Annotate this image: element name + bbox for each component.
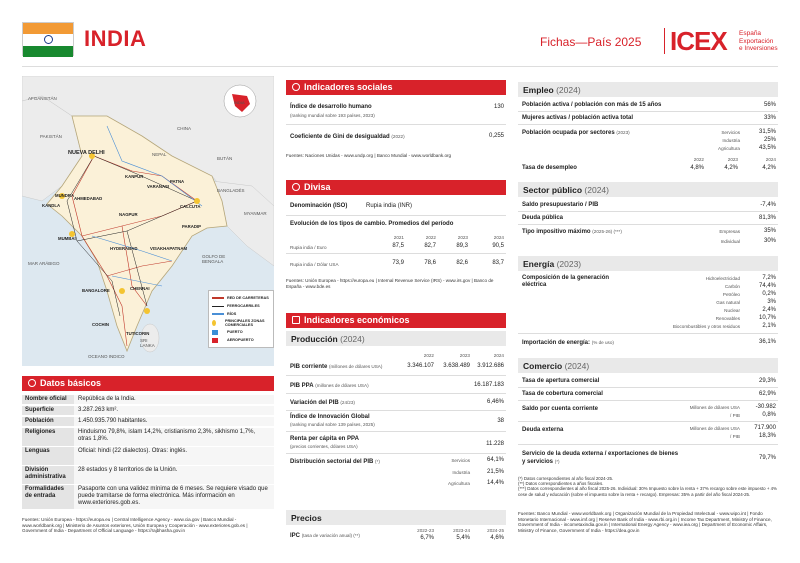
energia-header: Energía (2023) [518, 256, 778, 271]
sector-value: 43,5% [758, 145, 776, 151]
city-kandla: KANDLA [42, 203, 61, 208]
ipc-value: 6,7% [420, 535, 434, 541]
map-label-inset-india: INDIA [234, 100, 245, 105]
table-row: Religiones Hinduismo 79,8%, islam 14,2%, cristianismo 2,3%, sikhismo 1,7%, otras 1,8%. [22, 428, 274, 446]
city-varanasi: VARANASI [147, 184, 170, 189]
sector-label: Servicios [451, 458, 470, 463]
desempleo-label: Tasa de desempleo [522, 165, 577, 171]
energy-source: Hidroelectricidad [705, 276, 740, 281]
servicio-deuda-row: Servicio de la deuda externa / exportaciones de bienes y servicios (*) [522, 451, 679, 465]
table-row: Población 1.450.935.790 habitantes. [22, 417, 274, 426]
ocupada-row: Población ocupada por sectores (2023) [522, 130, 630, 136]
table-row: Superficie 3.287.263 km². [22, 406, 274, 415]
divider [286, 393, 506, 394]
denominacion-value: Rupia india (INR) [366, 203, 413, 209]
publico-label: Saldo presupuestario / PIB [522, 202, 599, 208]
tipo-impositivo-row: Tipo impositivo máximo (2025-26) (***) [522, 229, 622, 235]
map-label-nepal: NEPAL [152, 152, 167, 157]
map-label-china: CHINA [177, 126, 192, 131]
sector-value: 21,5% [486, 469, 504, 475]
coins-icon [292, 183, 300, 191]
pib-row: PIB corriente (millones de dólares USA) [290, 364, 383, 370]
divider [518, 224, 778, 225]
publico-value: -7,4% [760, 202, 776, 208]
year-header: 2024 [765, 157, 776, 162]
divider [518, 211, 778, 212]
comercio-value: 79,7% [758, 455, 776, 461]
divider [286, 253, 506, 254]
series-label: Fichas—País 2025 [540, 35, 642, 49]
map-label-afganistan: AFGANISTÁN [28, 96, 57, 101]
publico-value: 81,3% [758, 215, 776, 221]
innovacion-note: (ranking mundial sobre 139 países, 2025) [290, 422, 375, 427]
icex-logo: ICEX [670, 26, 727, 56]
innovacion-label: Índice de Innovación Global [290, 414, 370, 420]
divider [286, 375, 506, 376]
city-kanpur: KANPUR [125, 174, 144, 179]
target-icon [28, 379, 36, 387]
year-header: 2021 [393, 235, 404, 240]
map-label-oceano: OCEANO INDICO [88, 354, 125, 359]
divider [286, 124, 506, 125]
city-cochin: COCHIN [92, 322, 109, 327]
divider [518, 387, 778, 388]
sector-label: Servicios [721, 130, 740, 135]
importacion-row: Importación de energía: (% de uso) [522, 340, 614, 346]
divider [286, 410, 506, 411]
india-flag [22, 22, 74, 56]
divider [518, 400, 778, 401]
pib-value: 3.346.107 [407, 363, 434, 369]
city-visakhapatnam: VISAKHAPATNAM [150, 246, 188, 251]
denominacion-label: Denominación (ISO) [290, 203, 348, 209]
idh-value: 130 [493, 104, 504, 110]
divider [518, 444, 778, 445]
rate-value: 87,5 [392, 243, 404, 249]
comercio-label: Tasa de cobertura comercial [522, 391, 603, 397]
rate-value: 83,7 [492, 260, 504, 266]
empleo-value: 56% [763, 102, 776, 108]
year-header: 2022-23 [417, 528, 434, 533]
bar-chart-icon [292, 316, 300, 324]
publico-label: Deuda pública [522, 215, 564, 221]
unit-label: Millones de dólares USA [689, 426, 740, 431]
comercio-sources: Fuentes: Banco Mundial - www.worldbank.org | Organización Mundial de la Propiedad Intelectual - www.wipo.int | Fondo Monetario Internacional - www.imf.org | Reserve Bank of India - www.rbi.org.in | Income Tax Department, Ministry of Finance, Government of India - incometaxindia.gov.in | International Energy Agency - www.iea.org | Department of Economic Affairs, Ministry of Finance, Government of India - https://dea.gov.in [518, 511, 772, 533]
datos-basicos-sources: Fuentes: Unión Europea - https://europa.eu | Central Intelligence Agency - www.cia.gov | Banco Mundial - www.worldbank.org | Ministerio de Asuntos exteriores, Unión Europea y Cooperación - www.exteriores.gob.es | Government of India - Department of Official Language - https://rajbhasha.gov.in [22, 517, 248, 534]
map-label-sri-lanka: SRI LANKA [140, 338, 155, 348]
year-header: 2024 [493, 235, 504, 240]
port-icon [212, 330, 218, 335]
innovacion-value: 38 [497, 418, 504, 424]
unit-label: / PIB [730, 434, 740, 439]
idh-label: Índice de desarrollo humano [290, 104, 372, 110]
comercio-value: 62,9% [758, 391, 776, 397]
ipc-value: 5,4% [456, 535, 470, 541]
desempleo-value: 4,2% [724, 165, 738, 171]
empleo-label: Mujeres activas / población activa total [522, 115, 634, 121]
city-ahmedabad: AHMEDABAD [74, 196, 103, 201]
city-calcuta: CALCUTA [180, 204, 201, 209]
divider [286, 431, 506, 432]
comercio-value: 717.900 [754, 425, 776, 431]
city-tuticorin: TUTICORIN [126, 331, 150, 336]
energy-source: Biocombustibles y otros residuos [672, 324, 740, 329]
city-hyderabad: HYDERABAD [110, 246, 138, 251]
comercio-label: Deuda externa [522, 427, 564, 433]
year-header: 2022 [693, 157, 704, 162]
rate-label: Rupia india / Dólar USA [290, 262, 339, 267]
map-label-pakistan: PAKISTÁN [40, 134, 62, 139]
city-mundra: MUNDRA [55, 193, 75, 198]
table-row: Nombre oficial República de la India. [22, 395, 274, 404]
rate-value: 73,9 [392, 260, 404, 266]
energy-value: 10,7% [758, 315, 776, 321]
gini-row: Coeficiente de Gini de desigualdad (2022) [290, 134, 405, 140]
renta-note: (precios corrientes, dólares USA) [290, 444, 358, 449]
map-label-mar-arabigo: MAR ARÁBIGO [28, 261, 60, 266]
energy-value: 74,4% [758, 283, 776, 289]
energy-source: Carbón [724, 284, 740, 289]
sector-label: Industria [722, 138, 740, 143]
person-icon [292, 83, 300, 91]
divider [518, 124, 778, 125]
map-label-myanmar: MYANMAR [244, 211, 267, 216]
rate-value: 82,7 [424, 243, 436, 249]
sector-label: Agricultura [448, 481, 470, 486]
importacion-value: 36,1% [758, 339, 776, 345]
divider [286, 453, 506, 454]
composicion-label: Composición de la generación eléctrica [522, 275, 610, 288]
renta-value: 11.228 [486, 441, 504, 447]
comercio-value: 18,3% [758, 433, 776, 439]
ipc-value: 4,6% [490, 535, 504, 541]
precios-header: Precios [286, 510, 506, 525]
empleo-label: Población activa / población con más de 15 años [522, 102, 662, 108]
city-nagpur: NAGPUR [119, 212, 138, 217]
pib-value: 3.638.489 [443, 363, 470, 369]
sector-value: 31,5% [758, 129, 776, 135]
city-chennai: CHENNAI [130, 286, 150, 291]
header-rule [22, 66, 778, 67]
variacion-value: 6,46% [486, 399, 504, 405]
energy-value: 2,1% [762, 323, 776, 329]
comercio-label: Saldo por cuenta corriente [522, 406, 599, 412]
tax-label: Individual [720, 239, 740, 244]
unit-label: / PIB [730, 413, 740, 418]
comercio-value: 0,8% [762, 412, 776, 418]
unit-label: Millones de dólares USA [689, 405, 740, 410]
city-paradip: PARADIP [182, 224, 202, 229]
gini-value: 0,255 [488, 133, 504, 139]
rate-value: 82,6 [456, 260, 468, 266]
year-header: 2022 [425, 235, 436, 240]
ipc-row: IPC (tasa de variación anual) (**) [290, 533, 360, 539]
rate-value: 78,6 [424, 260, 436, 266]
comercio-value: 29,3% [758, 378, 776, 384]
year-header: 2023 [459, 353, 470, 358]
sector-label: Industria [452, 470, 470, 475]
year-header: 2022 [423, 353, 434, 358]
idh-note: (ranking mundial sobre 193 países, 2023) [290, 113, 375, 118]
datos-basicos-header: Datos básicos [22, 376, 274, 391]
year-header: 2023 [457, 235, 468, 240]
table-row: Lenguas Oficial: hindi (22 dialectos). Otras: inglés. [22, 447, 274, 465]
airport-icon [212, 338, 218, 343]
energy-value: 7,2% [762, 275, 776, 281]
header-divider [664, 28, 665, 54]
produccion-header: Producción (2024) [286, 331, 506, 346]
map-legend: RED DE CARRETERAS FERROCARRILES RÍOS PRINCIPALES ZONAS COMERCIALES PUERTO AEROPUERTO [208, 290, 274, 348]
publico-header: Sector público (2024) [518, 182, 778, 197]
evolucion-label: Evolución de los tipos de cambio. Promedios del período [290, 221, 454, 227]
desempleo-value: 4,2% [762, 165, 776, 171]
table-row: División administrativa 28 estados y 8 territorios de la Unión. [22, 466, 274, 484]
ashoka-chakra-icon [44, 35, 53, 44]
year-header: 2023 [727, 157, 738, 162]
ppa-value: 16.187.183 [473, 382, 504, 388]
map-label-golfo: GOLFO DE BENGALA [202, 254, 226, 264]
desempleo-value: 4,8% [690, 165, 704, 171]
energy-value: 0,2% [762, 291, 776, 297]
table-row: Formalidades de entrada Pasaporte con una validez mínima de 6 meses. Se requiere visado que puede tramitarse de forma electrónica. Más información en www.exteriores.gob.es. [22, 485, 274, 509]
divisa-sources: Fuentes: Unión Europea - https://europa.eu | Internal Revenue Service (IRS) - www.irs.gov | Banco de España - www.bde.es [286, 278, 494, 289]
sectorial-row: Distribución sectorial del PIB (*) [290, 459, 380, 465]
page-title: INDIA [84, 26, 147, 51]
empleo-header: Empleo (2024) [518, 82, 778, 97]
sociales-sources: Fuentes: Naciones Unidas - www.undp.org | Banco Mundial - www.worldbank.org [286, 153, 452, 158]
comercio-header: Comercio (2024) [518, 358, 778, 373]
divisa-header: Divisa [286, 180, 506, 195]
pib-value: 3.912.686 [477, 363, 504, 369]
divider [286, 215, 506, 216]
economicos-header: Indicadores económicos [286, 313, 506, 328]
energy-value: 3% [767, 299, 776, 305]
city-nueva-delhi: NUEVA DELHI [68, 150, 105, 156]
sector-value: 14,4% [486, 480, 504, 486]
sector-value: 25% [763, 137, 776, 143]
divider [518, 333, 778, 334]
map-label-butan: BUTÁN [217, 156, 233, 161]
divider [518, 421, 778, 422]
sociales-header: Indicadores sociales [286, 80, 506, 95]
ppa-row: PIB PPA (millones de dólares USA) [290, 383, 369, 389]
tax-value: 35% [763, 228, 776, 234]
empleo-value: 33% [763, 115, 776, 121]
rate-value: 89,3 [456, 243, 468, 249]
rate-value: 90,5 [492, 243, 504, 249]
sector-value: 64,1% [486, 457, 504, 463]
footnotes: (*) Datos correspondientes al año fiscal 2024-25. (**) Datos correspondientes a años fiscales. (***) Datos correspondientes al año fiscal 2025-26. Individual: 30% Impuesto sobre la renta + 37% recargo sobre este impuesto + 4% cese de salud y educación (sobre el impuesto sobre la renta + recargo). Empresas: 35% a partir del año fiscal 2024-25. [518, 476, 777, 497]
tax-value: 30% [763, 238, 776, 244]
city-bangalore: BANGALORE [82, 288, 110, 293]
energy-source: Gas natural [716, 300, 740, 305]
map-label-banglades: BANGLADÉS [217, 188, 245, 193]
renta-label: Renta per cápita en PPA [290, 436, 359, 442]
divider [518, 111, 778, 112]
variacion-row: Variación del PIB (24/23) [290, 400, 355, 406]
tax-label: Empresas [719, 229, 740, 234]
energy-value: 2,4% [762, 307, 776, 313]
comercio-label: Tasa de apertura comercial [522, 378, 600, 384]
year-header: 2023-24 [453, 528, 470, 533]
india-map [22, 76, 274, 366]
energy-source: Petróleo [722, 292, 740, 297]
energy-source: Nuclear [724, 308, 740, 313]
comercio-value: -30.982 [755, 404, 776, 410]
rate-label: Rupia india / Euro [290, 245, 327, 250]
sector-label: Agricultura [718, 146, 740, 151]
city-mumbai: MUMBAI [58, 236, 76, 241]
energy-source: Renovables [715, 316, 740, 321]
city-patna: PATNA [170, 179, 185, 184]
year-header: 2024-25 [487, 528, 504, 533]
icex-logo-subtitle: España Exportación e Inversiones [739, 30, 778, 52]
year-header: 2024 [493, 353, 504, 358]
